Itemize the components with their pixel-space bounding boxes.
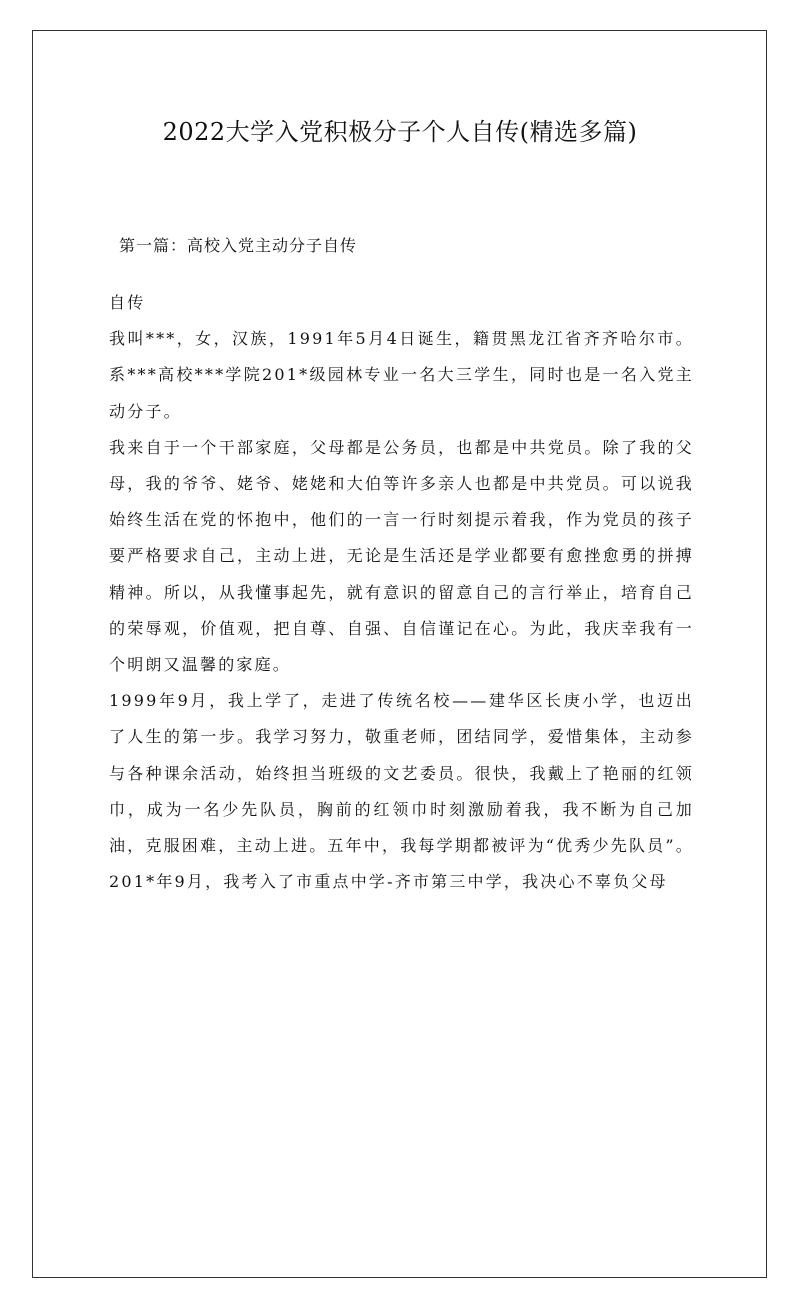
document-title: 2022大学入党积极分子个人自传(精选多篇) [162, 118, 638, 146]
paragraph: 我叫***，女，汉族，1991年5月4日诞生，籍贯黑龙江省齐齐哈尔市。系***高校***学院201*级园林专业一名大三学生，同时也是一名入党主动分子。 [109, 329, 694, 421]
paragraph: 1999年9月，我上学了，走进了传统名校——建华区长庚小学，也迈出了人生的第一步。我学习努力，敬重老师，团结同学，爱惜集体，主动参与各种课余活动，始终担当班级的文艺委员。很快，我戴上了艳丽的红领巾，成为一名少先队员，胸前的红领巾时刻激励着我，我不断为自己加油，克服困难，主动上进。五年中，我每学期都被评为“优秀少先队员”。 [109, 691, 694, 856]
paragraph: 201*年9月，我考入了市重点中学-齐市第三中学，我决心不辜负父母 [109, 872, 668, 892]
paragraph-subtitle: 自传 [109, 293, 146, 312]
section-heading: 第一篇：高校入党主动分子自传 [119, 236, 358, 255]
document-body [109, 285, 694, 900]
paragraph: 我来自于一个干部家庭，父母都是公务员，也都是中共党员。除了我的父母，我的爷爷、姥爷、姥姥和大伯等许多亲人也都是中共党员。可以说我始终生活在党的怀抱中，他们的一言一行时刻提示着我，作为党员的孩子要严格要求自己，主动上进，无论是生活还是学业都要有愈挫愈勇的拼搏精神。所以，从我懂事起先，就有意识的留意自己的言行举止，培育自己的荣辱观，价值观，把自尊、自强、自信谨记在心。为此，我庆幸我有一个明朗又温馨的家庭。 [109, 437, 694, 675]
